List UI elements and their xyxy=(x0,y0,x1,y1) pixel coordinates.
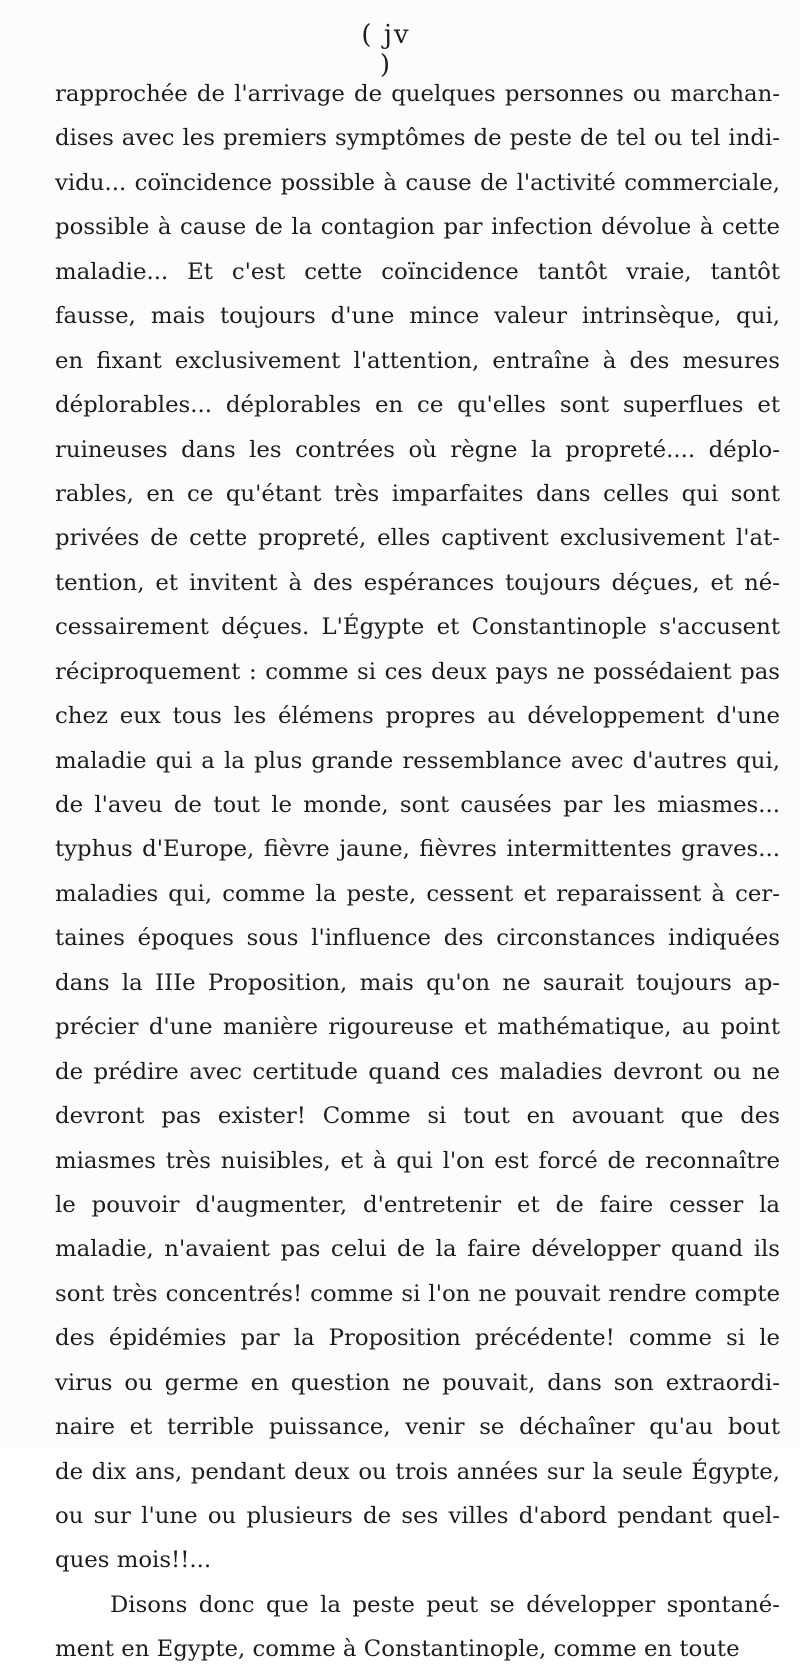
text-line: maladie... Et c'est cette coïncidence tantôt vraie, tantôt xyxy=(55,258,780,285)
text-line: miasmes très nuisibles, et à qui l'on est forcé de reconnaître xyxy=(55,1147,780,1174)
text-line: maladie qui a la plus grande ressemblance avec d'autres qui, xyxy=(55,747,780,774)
text-line: cessairement déçues. L'Égypte et Constantinople s'accusent xyxy=(55,614,780,641)
text-line: sont très concentrés! comme si l'on ne pouvait rendre compte xyxy=(55,1280,780,1307)
text-line: maladie, n'avaient pas celui de la faire développer quand ils xyxy=(55,1236,780,1263)
text-line: de prédire avec certitude quand ces maladies devront ou ne xyxy=(55,1058,780,1085)
text-line: Disons donc que la peste peut se développer spontané- xyxy=(110,1591,780,1618)
text-line: typhus d'Europe, fièvre jaune, fièvres intermittentes graves... xyxy=(55,836,780,863)
text-line: chez eux tous les élémens propres au développement d'une xyxy=(55,703,780,730)
text-line: ou sur l'une ou plusieurs de ses villes d'abord pendant quel- xyxy=(55,1503,780,1529)
text-line: réciproquement : comme si ces deux pays ne possédaient pas xyxy=(55,658,780,685)
text-line: ques mois!!... xyxy=(55,1547,212,1574)
text-line: dises avec les premiers symptômes de peste de tel ou tel indi- xyxy=(55,125,780,152)
text-line: ment en Egypte, comme à Constantinople, comme en toute xyxy=(55,1636,740,1663)
text-line: ruineuses dans les contrées où règne la propreté.... déplo- xyxy=(55,436,780,463)
page-number: ( jv ) xyxy=(361,20,411,80)
text-line: privées de cette propreté, elles captivent exclusivement l'at- xyxy=(55,525,780,552)
text-line: de l'aveu de tout le monde, sont causées par les miasmes... xyxy=(55,792,780,818)
text-line: taines époques sous l'influence des circonstances indiquées xyxy=(55,925,780,952)
text-line: rapprochée de l'arrivage de quelques personnes ou marchan- xyxy=(55,81,780,107)
text-line: en fixant exclusivement l'attention, entraîne à des mesures xyxy=(55,347,780,374)
text-line: rables, en ce qu'étant très imparfaites dans celles qui sont xyxy=(55,480,780,507)
text-line: tention, et invitent à des espérances toujours déçues, et né- xyxy=(55,569,780,596)
text-line: des épidémies par la Proposition précédente! comme si le xyxy=(55,1325,780,1352)
text-line: fausse, mais toujours d'une mince valeur intrinsèque, qui, xyxy=(55,303,780,330)
text-line: virus ou germe en question ne pouvait, dans son extraordi- xyxy=(55,1369,780,1396)
text-line: vidu... coïncidence possible à cause de l'activité commerciale, xyxy=(55,169,780,196)
text-line: déplorables... déplorables en ce qu'elles sont superflues et xyxy=(55,392,780,419)
text-line: naire et terrible puissance, venir se déchaîner qu'au bout xyxy=(55,1414,780,1441)
text-line: possible à cause de la contagion par infection dévolue à cette xyxy=(55,214,780,241)
text-line: précier d'une manière rigoureuse et mathématique, au point xyxy=(55,1014,780,1041)
text-line: maladies qui, comme la peste, cessent et reparaissent à cer- xyxy=(55,880,780,907)
body-text xyxy=(55,72,780,1672)
text-line: le pouvoir d'augmenter, d'entretenir et de faire cesser la xyxy=(55,1191,780,1218)
text-line: dans la IIIe Proposition, mais qu'on ne saurait toujours ap- xyxy=(55,969,780,996)
text-line: de dix ans, pendant deux ou trois années sur la seule Égypte, xyxy=(55,1458,780,1485)
text-line: devront pas exister! Comme si tout en avouant que des xyxy=(55,1103,780,1130)
